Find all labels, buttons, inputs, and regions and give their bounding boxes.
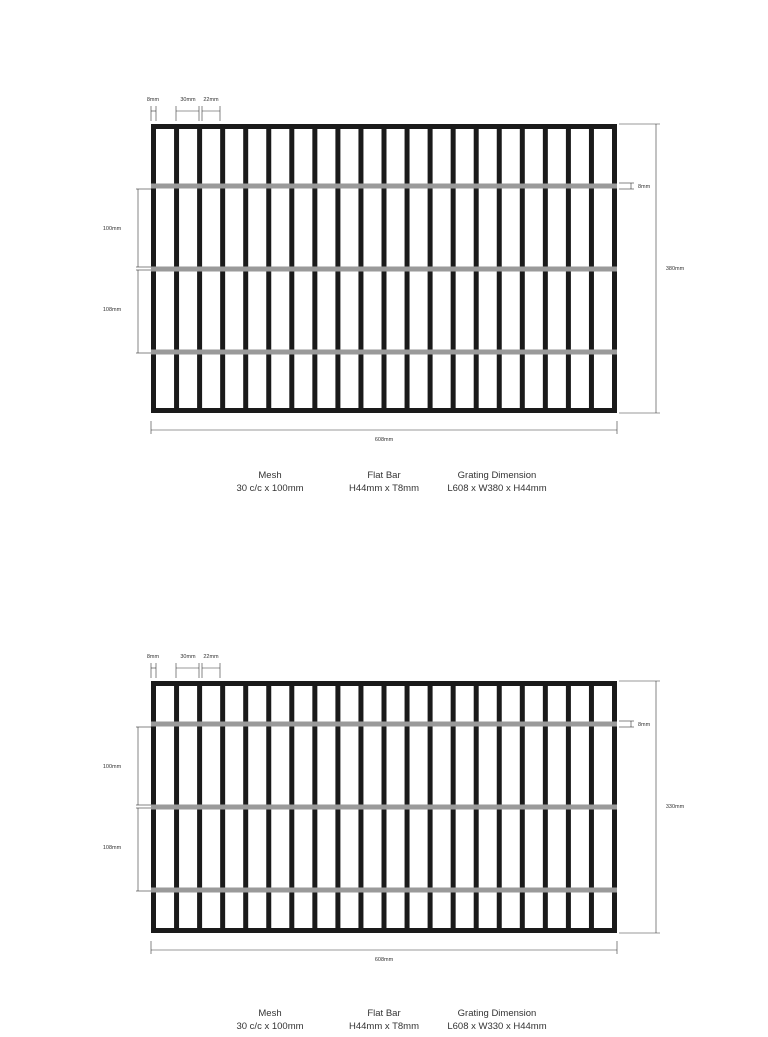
flatbar-value: H44mm x T8mm [348, 1021, 420, 1032]
grating-value: L608 x W380 x H44mm [447, 483, 547, 494]
mesh-title: Mesh [258, 1008, 282, 1019]
gap-label: 22mm [203, 97, 219, 103]
spec-captions-1 [0, 469, 768, 499]
flatbar-spec [334, 469, 434, 495]
grating-value: L608 x W330 x H44mm [447, 1021, 547, 1032]
length-label: 608mm [374, 957, 394, 963]
rod-thickness-label: 8mm [638, 722, 651, 728]
cross-spacing-1-label: 100mm [102, 764, 122, 770]
bar-thickness-label: 8mm [146, 97, 160, 103]
cross-rod [151, 350, 617, 355]
flatbar-spec [334, 1007, 434, 1033]
grating-drawing-2 [0, 557, 768, 987]
mesh-value: 30 c/c x 100mm [236, 483, 304, 494]
grating-title: Grating Dimension [457, 1008, 537, 1019]
grating-title: Grating Dimension [457, 470, 537, 481]
flatbar-value: H44mm x T8mm [348, 483, 420, 494]
width-label: 330mm [665, 804, 685, 810]
grating-svg-2 [0, 557, 768, 987]
cross-rod [151, 184, 617, 189]
grating-frame [151, 681, 617, 933]
bar-thickness-label: 8mm [146, 654, 160, 660]
flatbar-title: Flat Bar [367, 470, 401, 481]
grating-spec [437, 469, 557, 495]
cross-spacing-2-label: 108mm [102, 307, 122, 313]
rod-thickness-label: 8mm [638, 184, 651, 190]
flatbar-title: Flat Bar [367, 1008, 401, 1019]
cross-rod [151, 722, 617, 727]
cross-spacing-1-label: 100mm [102, 226, 122, 232]
pitch-label: 30mm [180, 97, 196, 103]
cross-rod [151, 267, 617, 272]
mesh-spec [220, 469, 320, 495]
cross-rod [151, 888, 617, 893]
cross-spacing-2-label: 108mm [102, 845, 122, 851]
pitch-label: 30mm [180, 654, 196, 660]
grating-spec [437, 1007, 557, 1033]
width-label: 380mm [665, 266, 685, 272]
mesh-spec [220, 1007, 320, 1033]
mesh-title: Mesh [258, 470, 282, 481]
grating-frame [151, 124, 617, 413]
gap-label: 22mm [203, 654, 219, 660]
spec-captions-2 [0, 1007, 768, 1037]
mesh-value: 30 c/c x 100mm [236, 1021, 304, 1032]
length-label: 608mm [374, 437, 394, 443]
cross-rod [151, 805, 617, 810]
